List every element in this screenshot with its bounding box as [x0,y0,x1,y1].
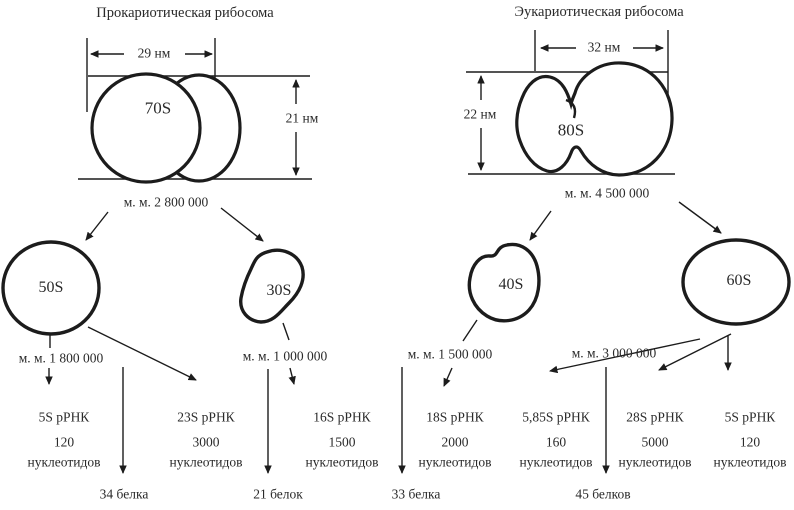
arrow-to-16s-rna [290,368,294,384]
component-arrows [49,320,731,473]
rna-unit: нуклеотидов [169,454,243,470]
subunit-30s-label: 30S [266,282,292,299]
arrow-to-23s-rna [88,327,196,380]
ribosome-80s-outline [517,63,672,175]
mass-80s-label: м. м. 4 500 000 [564,185,650,201]
proteins-30s-label: 21 белок [253,486,303,502]
ribosome-80s-shape [517,63,672,175]
rna-count: 120 [53,434,75,450]
rna-name: 23S рРНК [177,409,235,425]
subunit-40s-label: 40S [498,276,524,293]
rna-count: 3000 [192,434,220,450]
mass-50s-label: м. м. 1 800 000 [18,350,104,366]
subunit-50s-label: 50S [38,279,64,296]
rna-name: 28S рРНК [626,409,684,425]
arrow-to-60s [679,202,721,233]
mass-70s-label: м. м. 2 800 000 [123,194,209,210]
ribosome-80s-label: 80S [557,120,585,140]
proteins-40s-label: 33 белка [391,486,441,502]
prokaryote-height-label: 21 нм [285,110,319,126]
eukaryote-title: Эукариотическая рибосома [514,3,684,20]
rna-count: 1500 [328,434,356,450]
rna-unit: нуклеотидов [713,454,787,470]
rna-count: 160 [545,434,567,450]
rna-unit: нуклеотидов [618,454,692,470]
prokaryote-width-label: 29 нм [137,45,171,61]
mass-60s-label: м. м. 3 000 000 [571,345,657,361]
rna-name: 18S рРНК [426,409,484,425]
rna-unit: нуклеотидов [519,454,593,470]
proteins-50s-label: 34 белка [99,486,149,502]
arrow-to-18s-rna [444,368,452,386]
rna-name: 5S рРНК [724,409,776,425]
rna-name: 5,85S рРНК [522,409,590,425]
ribosome-70s-label: 70S [144,98,172,118]
prokaryote-title: Прокариотическая рибосома [96,4,274,21]
mass-40s-label: м. м. 1 500 000 [407,346,493,362]
rna-count: 2000 [441,434,469,450]
arrow-to-50s [86,212,108,240]
ribosome-70s-shape [92,74,240,182]
rna-name: 16S рРНК [313,409,371,425]
30s-to-mass-line [283,323,289,340]
rna-unit: нуклеотидов [418,454,492,470]
subunit-60s-label: 60S [726,272,752,289]
40s-to-mass-line [463,320,477,341]
proteins-60s-label: 45 белков [575,486,631,502]
rna-count: 120 [739,434,761,450]
rna-name: 5S рРНК [38,409,90,425]
rna-unit: нуклеотидов [27,454,101,470]
rna-count: 5000 [641,434,669,450]
arrow-to-40s [530,211,551,240]
eukaryote-height-label: 22 нм [463,106,497,122]
arrow-to-30s [221,208,263,241]
rna-unit: нуклеотидов [305,454,379,470]
eukaryote-width-label: 32 нм [587,39,621,55]
subunit-lobe-large [92,74,200,182]
mass-30s-label: м. м. 1 000 000 [242,348,328,364]
